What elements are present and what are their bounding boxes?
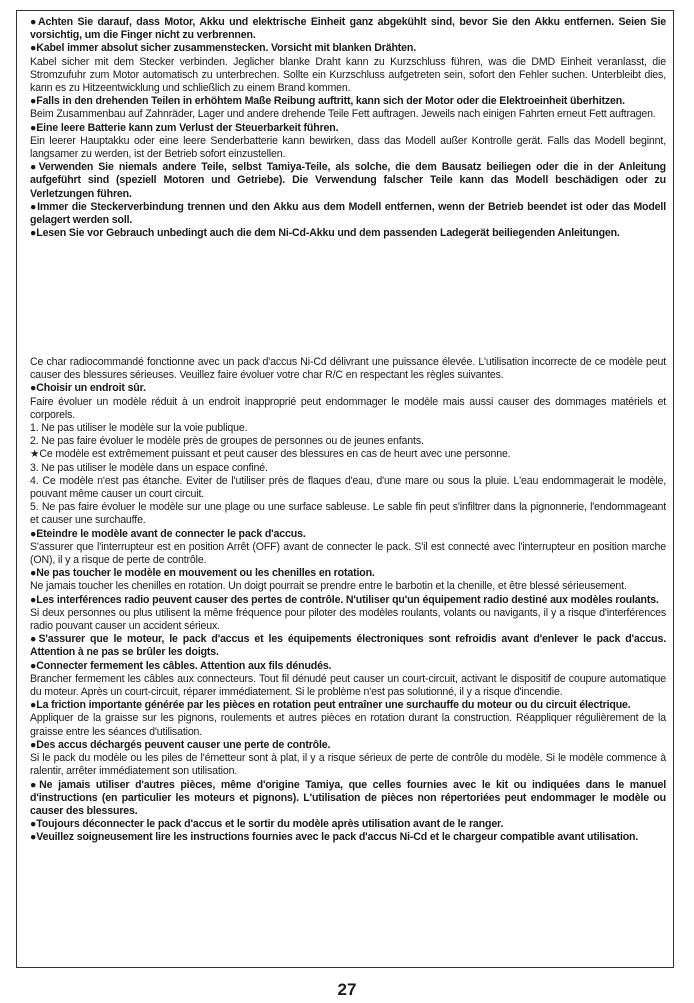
warning-heading: ●Choisir un endroit sûr. (30, 382, 146, 395)
warning-heading: ●Veuillez soigneusement lire les instructions fournies avec le pack d'accus Ni-Cd et le chargeur compatible avant utilisation. (30, 831, 639, 844)
warning-heading: ●Lesen Sie vor Gebrauch unbedingt auch die dem Ni-Cd-Akku und dem passenden Ladegerät beiliegenden Anleitungen. (30, 227, 620, 240)
paragraph: Si le pack du modèle ou les piles de l'émetteur sont à plat, il y a risque sérieux de perte de contrôle du modèle. Si le modèle commence à ralentir, arrêter immédiatement son utilisation. (30, 752, 666, 778)
warning-heading: ●Des accus déchargés peuvent causer une perte de contrôle. (30, 738, 331, 751)
warning-heading: ●Ne jamais utiliser d'autres pièces, même d'origine Tamiya, que celles fournies avec le kit ou indiquées dans le manuel d'instructions (en particulier les moteurs et pignons). L'utilisation de pièces non répertoriées peut endommager le modèle ou causer des blessures. (30, 778, 666, 817)
paragraph: ★Ce modèle est extrêmement puissant et peut causer des blessures en cas de heurt avec une personne. (30, 448, 511, 461)
paragraph: Ein leerer Hauptakku oder eine leere Senderbatterie kann bewirken, dass das Modell außer Kontrolle gerät. Falls das Modell beginnt, langsamer zu werden, ist der Betrieb sofort einzustellen. (30, 134, 666, 161)
paragraph: 4. Ce modèle n'est pas étanche. Eviter de l'utiliser près de flaques d'eau, d'une mare ou sous la pluie. L'eau endommagerait le modèle, pouvant même causer un court circuit. (30, 474, 666, 501)
paragraph: 1. Ne pas utiliser le modèle sur la voie publique. (30, 422, 248, 435)
paragraph: Si deux personnes ou plus utilisent la même fréquence pour piloter des modèles roulants, volants ou navigants, il y a risque d'interférences radio pouvant causer un accident sérieux. (30, 606, 666, 633)
warning-heading: ●Les interférences radio peuvent causer des pertes de contrôle. N'utiliser qu'un équipement radio destiné aux modèles roulants. (30, 593, 659, 606)
paragraph: Brancher fermement les câbles aux connecteurs. Tout fil dénudé peut causer un court-circuit, activant le dispositif de coupure automatique du moteur. Après un court-circuit, réparer immédiatement. Si le problème n'est pas solutionné, il y a risque d'incendie. (30, 672, 666, 699)
paragraph: 3. Ne pas utiliser le modèle dans un espace confiné. (30, 461, 268, 474)
page-number: 27 (337, 980, 357, 999)
german-safety-section (30, 16, 666, 240)
paragraph: Beim Zusammenbau auf Zahnräder, Lager und andere drehende Teile Fett auftragen. Jeweils nach einigen Fahrten erneut Fett auftragen. (30, 108, 656, 121)
warning-heading: ●Achten Sie darauf, dass Motor, Akku und elektrische Einheit ganz abgekühlt sind, bevor Sie den Akku entfernen. Seien Sie vorsichtig, um die Finger nicht zu verbrennen. (30, 16, 666, 42)
warning-heading: ●Falls in den drehenden Teilen in erhöhtem Maße Reibung auftritt, kann sich der Motor oder die Elektroeinheit überhitzen. (30, 95, 625, 108)
warning-heading: ●Connecter fermement les câbles. Attention aux fils dénudés. (30, 659, 332, 672)
paragraph: Ne jamais toucher les chenilles en rotation. Un doigt pourrait se prendre entre le barbotin et la chenille, et être blessé sérieusement. (30, 580, 627, 593)
french-safety-section (30, 356, 666, 845)
paragraph: Kabel sicher mit dem Stecker verbinden. Jeglicher blanke Draht kann zu Kurzschluss führen, was die DMD Einheit veranlasst, die Stromzufuhr zum Motor automatisch zu unterbrechen. Sollte ein Kurzschluss aufgetreten sein, sofort den Fehler suchen. Unterbleibt dies, kann es zu Hitzeentwicklung und schließlich zu einem Brand kommen. (30, 55, 666, 95)
paragraph: Appliquer de la graisse sur les pignons, roulements et autres pièces en rotation durant la construction. Réappliquer régulièrement de la graisse entre les séances d'utilisation. (30, 712, 666, 738)
warning-heading: ●La friction importante générée par les pièces en rotation peut entraîner une surchauffe du moteur ou du circuit électrique. (30, 699, 631, 712)
paragraph: Ce char radiocommandé fonctionne avec un pack d'accus Ni-Cd délivrant une puissance élevée. L'utilisation incorrecte de ce modèle peut causer des blessures sérieuses. Veuillez faire évoluer votre char R/C en respectant les règles suivantes. (30, 356, 666, 382)
warning-heading: ●Toujours déconnecter le pack d'accus et le sortir du modèle après utilisation avant de le ranger. (30, 818, 504, 831)
paragraph: 5. Ne pas faire évoluer le modèle sur une plage ou une surface sableuse. Le sable fin peut s'infiltrer dans la pignonnerie, l'endommageant et causer une surchauffe. (30, 501, 666, 527)
warning-heading: ●S'assurer que le moteur, le pack d'accus et les équipements électroniques sont refroidis avant d'enlever le pack d'accus. Attention à ne pas se brûler les doigts. (30, 633, 666, 659)
paragraph: S'assurer que l'interrupteur est en position Arrêt (OFF) avant de connecter le pack. S'il est connecté avec l'interrupteur en position marche (ON), il y a risque de perte de contrôle. (30, 540, 666, 567)
warning-heading: ●Ne pas toucher le modèle en mouvement ou les chenilles en rotation. (30, 567, 375, 580)
warning-heading: ●Immer die Steckerverbindung trennen und den Akku aus dem Modell entfernen, wenn der Betrieb beendet ist oder das Modell gelagert werden soll. (30, 200, 666, 227)
warning-heading: ●Kabel immer absolut sicher zusammenstecken. Vorsicht mit blanken Drähten. (30, 42, 417, 55)
paragraph: Faire évoluer un modèle réduit à un endroit inapproprié peut endommager le modèle mais aussi causer des dommages matériels et corporels. (30, 395, 666, 421)
warning-heading: ●Verwenden Sie niemals andere Teile, selbst Tamiya-Teile, als solche, die dem Bausatz beiliegen oder die in der Anleitung aufgeführt sind (speziell Motoren und Getriebe). Die Verwendung falscher Teile kann das Modell beschädigen oder zu Verletzungen führen. (30, 161, 666, 200)
warning-heading: ●Eteindre le modèle avant de connecter le pack d'accus. (30, 527, 306, 540)
warning-heading: ●Eine leere Batterie kann zum Verlust der Steuerbarkeit führen. (30, 121, 339, 134)
paragraph: 2. Ne pas faire évoluer le modèle près de groupes de personnes ou de jeunes enfants. (30, 435, 424, 448)
